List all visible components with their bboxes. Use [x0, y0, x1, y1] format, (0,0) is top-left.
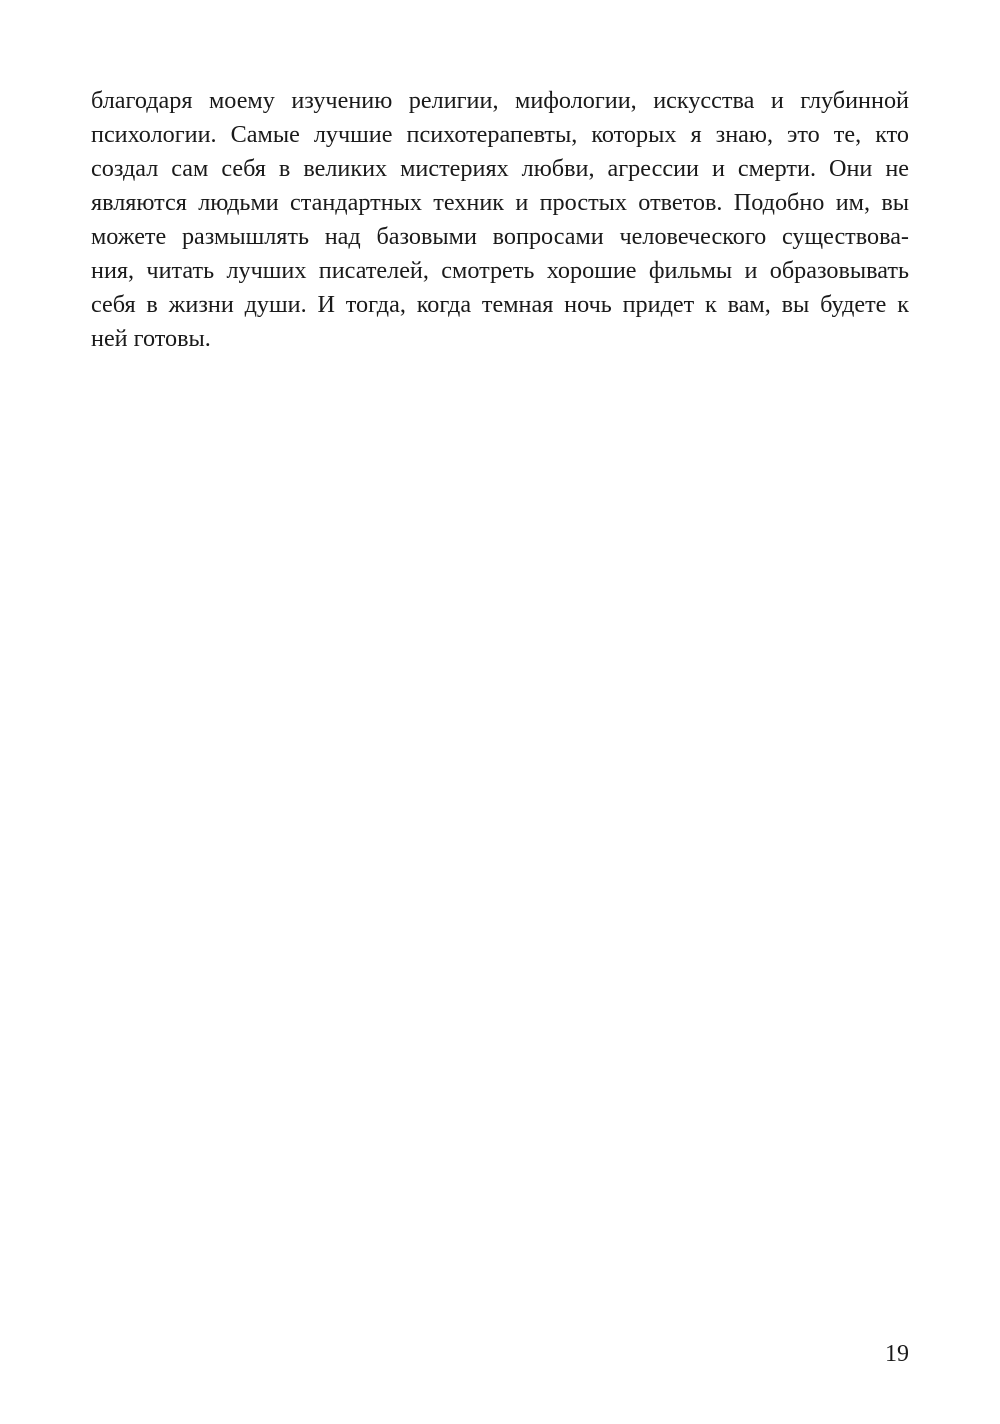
paragraph-line-7: себя в жизни души. И тогда, когда темная ночь придет к вам, вы будете к [91, 291, 909, 318]
paragraph-line-2: психологии. Самые лучшие психотерапевты, которых я знаю, это те, кто [91, 121, 909, 148]
paragraph-line-5: можете размышлять над базовыми вопросами человеческого существова- [91, 223, 909, 250]
paragraph-line-8: ней готовы. [91, 325, 211, 352]
body-paragraph [91, 84, 909, 356]
paragraph-line-4: являются людьми стандартных техник и простых ответов. Подобно им, вы [91, 189, 909, 216]
paragraph-line-6: ния, читать лучших писателей, смотреть хорошие фильмы и образовывать [91, 257, 909, 284]
page-number: 19 [885, 1341, 909, 1367]
paragraph-line-3: создал сам себя в великих мистериях любви, агрессии и смерти. Они не [91, 155, 909, 182]
paragraph-line-1: благодаря моему изучению религии, мифологии, искусства и глубинной [91, 87, 909, 114]
